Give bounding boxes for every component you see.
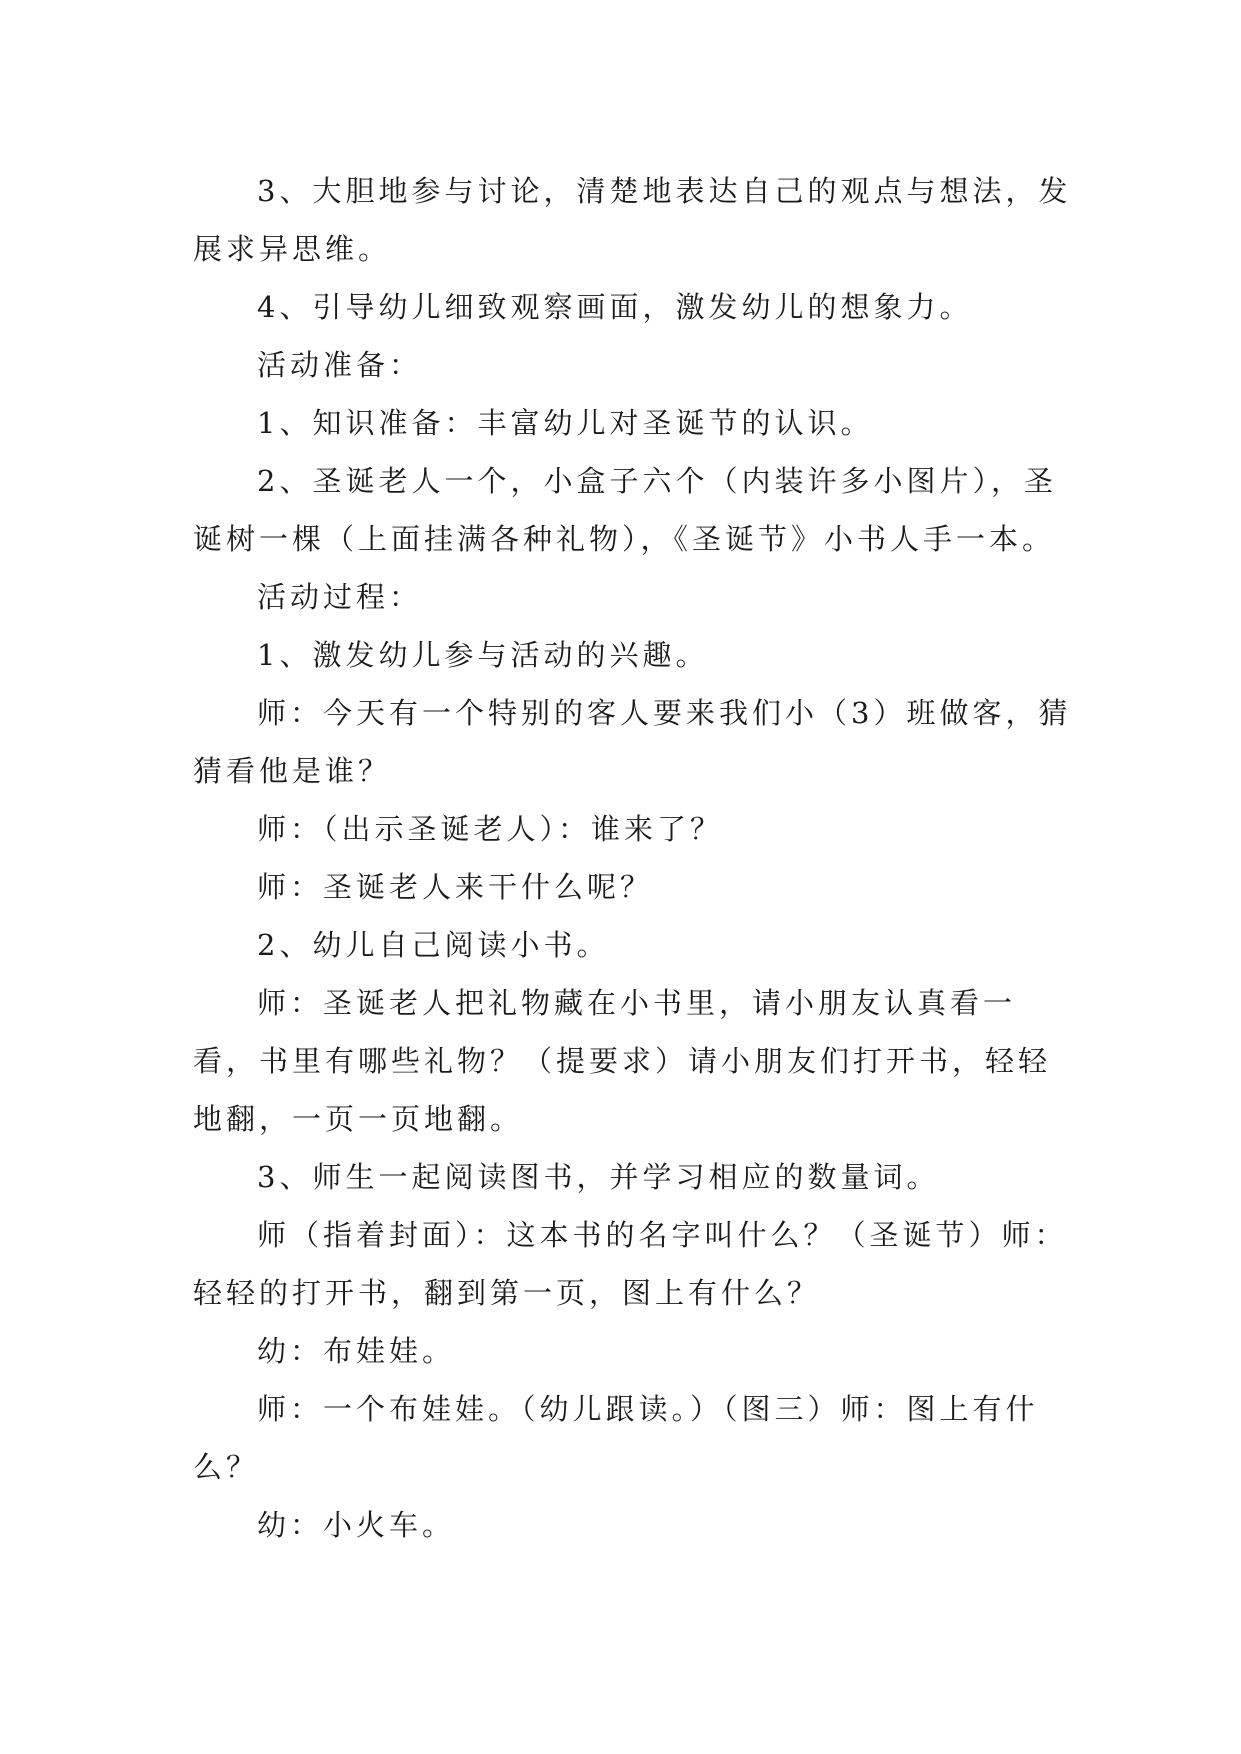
paragraph: 1、激发幼儿参与活动的兴趣。 xyxy=(257,638,709,672)
paragraph: 师：（出示圣诞老人）：谁来了？ xyxy=(257,812,724,846)
paragraph: 3、师生一起阅读图书，并学习相应的数量词。 xyxy=(257,1160,940,1194)
paragraph: 师（指着封面）：这本书的名字叫什么？（圣诞节）师：轻轻的打开书，翻到第一页，图上有什么？ xyxy=(193,1218,1068,1310)
paragraph: 幼：布娃娃。 xyxy=(257,1334,456,1368)
paragraph: 4、引导幼儿细致观察画面，激发幼儿的想象力。 xyxy=(257,290,973,324)
paragraph: 2、圣诞老人一个，小盒子六个（内装许多小图片），圣诞树一棵（上面挂满各种礼物），《圣诞节》小书人手一本。 xyxy=(193,464,1057,556)
paragraph: 师：一个布娃娃。（幼儿跟读。）（图三）师：图上有什么？ xyxy=(193,1392,1039,1484)
paragraph: 师：今天有一个特别的客人要来我们小（3）班做客，猜猜看他是谁？ xyxy=(193,696,1072,788)
paragraph: 1、知识准备：丰富幼儿对圣诞节的认识。 xyxy=(257,406,874,440)
paragraph: 2、幼儿自己阅读小书。 xyxy=(257,928,610,962)
section-heading-preparation: 活动准备： xyxy=(257,348,423,382)
document-body xyxy=(193,162,1073,1554)
paragraph: 3、大胆地参与讨论，清楚地表达自己的观点与想法，发展求异思维。 xyxy=(193,174,1072,266)
paragraph: 师：圣诞老人来干什么呢？ xyxy=(257,870,654,904)
section-heading-process: 活动过程： xyxy=(257,580,423,614)
paragraph: 幼：小火车。 xyxy=(257,1508,456,1542)
paragraph: 师：圣诞老人把礼物藏在小书里，请小朋友认真看一看，书里有哪些礼物？（提要求）请小朋友们打开书，轻轻地翻，一页一页地翻。 xyxy=(193,986,1052,1136)
